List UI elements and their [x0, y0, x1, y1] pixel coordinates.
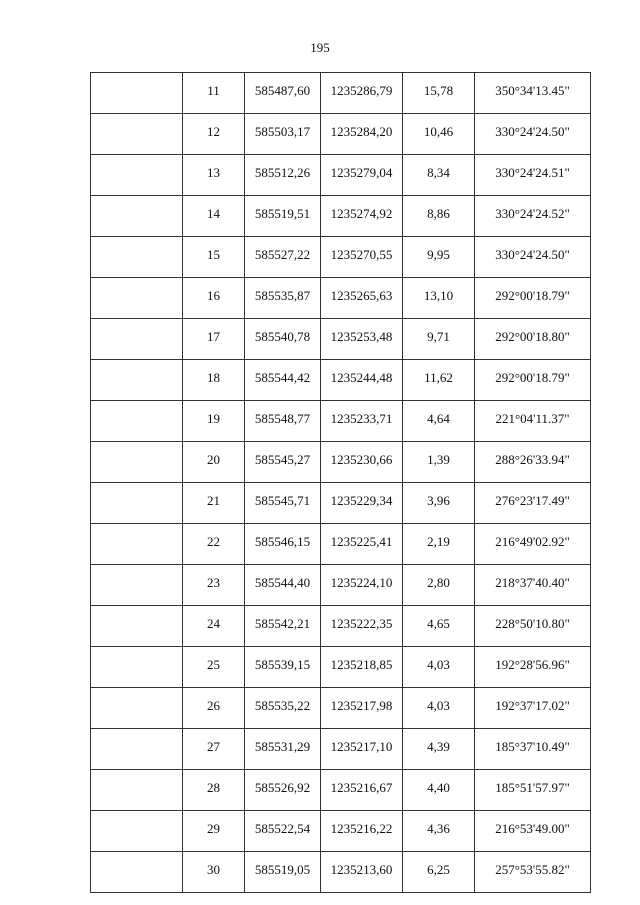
distance-cell: 2,80 — [403, 565, 475, 606]
bearing-cell: 192°37'17.02" — [475, 688, 591, 729]
bearing-cell: 185°51'57.97" — [475, 770, 591, 811]
empty-cell — [91, 729, 183, 770]
distance-cell: 4,03 — [403, 688, 475, 729]
empty-cell — [91, 442, 183, 483]
distance-cell: 4,36 — [403, 811, 475, 852]
empty-cell — [91, 565, 183, 606]
y-coordinate-cell: 1235270,55 — [321, 237, 403, 278]
coordinates-table — [90, 72, 591, 893]
x-coordinate-cell: 585512,26 — [245, 155, 321, 196]
table-row — [91, 73, 591, 114]
bearing-cell: 276°23'17.49" — [475, 483, 591, 524]
table-row — [91, 442, 591, 483]
distance-cell: 4,03 — [403, 647, 475, 688]
point-number-cell: 22 — [183, 524, 245, 565]
distance-cell: 11,62 — [403, 360, 475, 401]
distance-cell: 3,96 — [403, 483, 475, 524]
empty-cell — [91, 319, 183, 360]
y-coordinate-cell: 1235253,48 — [321, 319, 403, 360]
x-coordinate-cell: 585545,27 — [245, 442, 321, 483]
bearing-cell: 216°53'49.00" — [475, 811, 591, 852]
empty-cell — [91, 688, 183, 729]
table-row — [91, 319, 591, 360]
point-number-cell: 12 — [183, 114, 245, 155]
point-number-cell: 27 — [183, 729, 245, 770]
x-coordinate-cell: 585519,51 — [245, 196, 321, 237]
empty-cell — [91, 73, 183, 114]
distance-cell: 15,78 — [403, 73, 475, 114]
x-coordinate-cell: 585487,60 — [245, 73, 321, 114]
x-coordinate-cell: 585527,22 — [245, 237, 321, 278]
y-coordinate-cell: 1235229,34 — [321, 483, 403, 524]
distance-cell: 9,95 — [403, 237, 475, 278]
empty-cell — [91, 647, 183, 688]
bearing-cell: 292°00'18.79" — [475, 278, 591, 319]
bearing-cell: 218°37'40.40" — [475, 565, 591, 606]
point-number-cell: 17 — [183, 319, 245, 360]
bearing-cell: 292°00'18.79" — [475, 360, 591, 401]
x-coordinate-cell: 585503,17 — [245, 114, 321, 155]
point-number-cell: 16 — [183, 278, 245, 319]
x-coordinate-cell: 585531,29 — [245, 729, 321, 770]
table-row — [91, 401, 591, 442]
table-row — [91, 688, 591, 729]
distance-cell: 2,19 — [403, 524, 475, 565]
y-coordinate-cell: 1235233,71 — [321, 401, 403, 442]
table-row — [91, 811, 591, 852]
bearing-cell: 185°37'10.49" — [475, 729, 591, 770]
point-number-cell: 19 — [183, 401, 245, 442]
distance-cell: 13,10 — [403, 278, 475, 319]
bearing-cell: 257°53'55.82" — [475, 852, 591, 893]
x-coordinate-cell: 585519,05 — [245, 852, 321, 893]
table-row — [91, 360, 591, 401]
point-number-cell: 18 — [183, 360, 245, 401]
x-coordinate-cell: 585542,21 — [245, 606, 321, 647]
bearing-cell: 330°24'24.51" — [475, 155, 591, 196]
bearing-cell: 288°26'33.94" — [475, 442, 591, 483]
table-row — [91, 237, 591, 278]
point-number-cell: 23 — [183, 565, 245, 606]
page-number: 195 — [310, 40, 330, 55]
y-coordinate-cell: 1235284,20 — [321, 114, 403, 155]
y-coordinate-cell: 1235279,04 — [321, 155, 403, 196]
empty-cell — [91, 606, 183, 647]
y-coordinate-cell: 1235265,63 — [321, 278, 403, 319]
y-coordinate-cell: 1235216,22 — [321, 811, 403, 852]
x-coordinate-cell: 585544,42 — [245, 360, 321, 401]
point-number-cell: 30 — [183, 852, 245, 893]
y-coordinate-cell: 1235217,98 — [321, 688, 403, 729]
empty-cell — [91, 483, 183, 524]
bearing-cell: 330°24'24.50" — [475, 237, 591, 278]
point-number-cell: 25 — [183, 647, 245, 688]
point-number-cell: 28 — [183, 770, 245, 811]
table-row — [91, 647, 591, 688]
y-coordinate-cell: 1235230,66 — [321, 442, 403, 483]
x-coordinate-cell: 585526,92 — [245, 770, 321, 811]
y-coordinate-cell: 1235244,48 — [321, 360, 403, 401]
distance-cell: 4,40 — [403, 770, 475, 811]
empty-cell — [91, 196, 183, 237]
table-row — [91, 729, 591, 770]
empty-cell — [91, 278, 183, 319]
x-coordinate-cell: 585535,87 — [245, 278, 321, 319]
x-coordinate-cell: 585535,22 — [245, 688, 321, 729]
bearing-cell: 292°00'18.80" — [475, 319, 591, 360]
bearing-cell: 192°28'56.96" — [475, 647, 591, 688]
y-coordinate-cell: 1235222,35 — [321, 606, 403, 647]
bearing-cell: 330°24'24.52" — [475, 196, 591, 237]
distance-cell: 8,34 — [403, 155, 475, 196]
empty-cell — [91, 114, 183, 155]
bearing-cell: 221°04'11.37" — [475, 401, 591, 442]
x-coordinate-cell: 585540,78 — [245, 319, 321, 360]
point-number-cell: 21 — [183, 483, 245, 524]
distance-cell: 10,46 — [403, 114, 475, 155]
table-row — [91, 483, 591, 524]
empty-cell — [91, 524, 183, 565]
bearing-cell: 216°49'02.92" — [475, 524, 591, 565]
y-coordinate-cell: 1235213,60 — [321, 852, 403, 893]
table-row — [91, 155, 591, 196]
table-row — [91, 770, 591, 811]
distance-cell: 4,39 — [403, 729, 475, 770]
empty-cell — [91, 811, 183, 852]
empty-cell — [91, 852, 183, 893]
distance-cell: 9,71 — [403, 319, 475, 360]
bearing-cell: 330°24'24.50" — [475, 114, 591, 155]
empty-cell — [91, 401, 183, 442]
point-number-cell: 29 — [183, 811, 245, 852]
y-coordinate-cell: 1235217,10 — [321, 729, 403, 770]
point-number-cell: 26 — [183, 688, 245, 729]
point-number-cell: 15 — [183, 237, 245, 278]
point-number-cell: 14 — [183, 196, 245, 237]
y-coordinate-cell: 1235218,85 — [321, 647, 403, 688]
distance-cell: 1,39 — [403, 442, 475, 483]
bearing-cell: 228°50'10.80" — [475, 606, 591, 647]
table-row — [91, 196, 591, 237]
bearing-cell: 350°34'13.45" — [475, 73, 591, 114]
point-number-cell: 20 — [183, 442, 245, 483]
distance-cell: 4,64 — [403, 401, 475, 442]
empty-cell — [91, 770, 183, 811]
point-number-cell: 13 — [183, 155, 245, 196]
empty-cell — [91, 360, 183, 401]
table-row — [91, 524, 591, 565]
table-row — [91, 114, 591, 155]
table-row — [91, 278, 591, 319]
coordinates-table-body — [91, 73, 591, 893]
table-row — [91, 606, 591, 647]
table-row — [91, 565, 591, 606]
distance-cell: 4,65 — [403, 606, 475, 647]
table-row — [91, 852, 591, 893]
y-coordinate-cell: 1235286,79 — [321, 73, 403, 114]
x-coordinate-cell: 585545,71 — [245, 483, 321, 524]
y-coordinate-cell: 1235225,41 — [321, 524, 403, 565]
x-coordinate-cell: 585546,15 — [245, 524, 321, 565]
x-coordinate-cell: 585522,54 — [245, 811, 321, 852]
point-number-cell: 24 — [183, 606, 245, 647]
point-number-cell: 11 — [183, 73, 245, 114]
distance-cell: 8,86 — [403, 196, 475, 237]
x-coordinate-cell: 585544,40 — [245, 565, 321, 606]
x-coordinate-cell: 585539,15 — [245, 647, 321, 688]
distance-cell: 6,25 — [403, 852, 475, 893]
y-coordinate-cell: 1235216,67 — [321, 770, 403, 811]
empty-cell — [91, 237, 183, 278]
x-coordinate-cell: 585548,77 — [245, 401, 321, 442]
y-coordinate-cell: 1235274,92 — [321, 196, 403, 237]
empty-cell — [91, 155, 183, 196]
y-coordinate-cell: 1235224,10 — [321, 565, 403, 606]
